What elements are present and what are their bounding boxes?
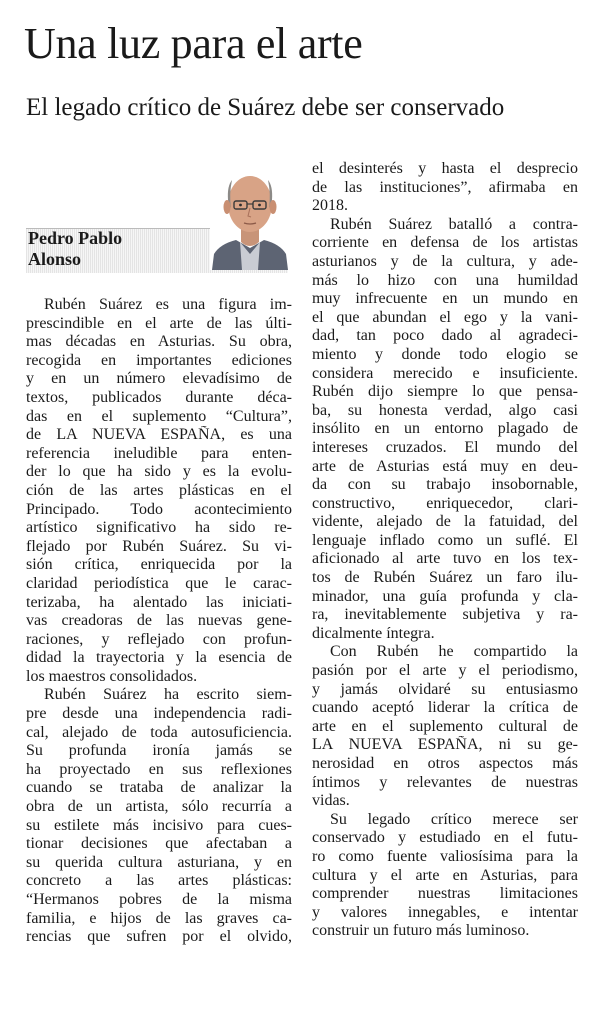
right-column bbox=[312, 160, 578, 941]
text-line: arte en el suplemento cultural de bbox=[312, 717, 578, 735]
text-line: muy infrecuente en un mundo en bbox=[312, 290, 578, 308]
text-line: dicalmente íntegra. bbox=[312, 624, 435, 642]
text-line: mas décadas en Asturias. Su obra, bbox=[26, 333, 292, 351]
text-line: minador, una guía profunda y cla- bbox=[312, 587, 578, 605]
text-line: considera merecido e insuficiente. bbox=[312, 364, 578, 382]
text-line: Su legado crítico merece ser bbox=[330, 810, 578, 828]
text-line: ba, su honesta verdad, algo casi bbox=[312, 401, 578, 419]
text-line: der lo que ha sido y es la evolu- bbox=[26, 463, 292, 481]
text-line: LA NUEVA ESPAÑA, ni su ge- bbox=[312, 736, 578, 754]
text-line: comprender nuestras limitaciones bbox=[312, 885, 578, 903]
text-line: cultura y el arte en Asturias, para bbox=[312, 866, 578, 884]
article-subtitle: El legado crítico de Suárez debe ser conservado bbox=[26, 94, 505, 121]
text-line: referencia ineludible para enten- bbox=[26, 444, 292, 462]
text-line: corriente en defensa de los artistas bbox=[312, 234, 578, 252]
left-column bbox=[26, 296, 292, 947]
text-line: su querida cultura asturiana, y en bbox=[26, 853, 292, 871]
text-line: dad, tan poco dado al agradeci- bbox=[312, 327, 578, 345]
text-line: concreto a las artes plásticas: bbox=[26, 872, 292, 890]
text-line: el desinterés y hasta el desprecio bbox=[312, 160, 578, 177]
text-line: artístico significativo ha sido re- bbox=[26, 519, 292, 537]
text-line: insólito en un entorno plagado de bbox=[312, 420, 578, 438]
text-line: asturianos y de la cultura, y ade- bbox=[312, 252, 578, 270]
text-line: sión crítica, enriquecida por la bbox=[26, 556, 292, 574]
text-line: íntimos y relevantes de nuestras bbox=[312, 773, 578, 791]
text-line: Rubén dijo siempre lo que pensa- bbox=[312, 383, 578, 401]
text-line: vidas. bbox=[312, 792, 350, 810]
text-line: pasión por el arte y el periodismo, bbox=[312, 662, 578, 680]
text-line: y en un número elevadísimo de bbox=[26, 370, 292, 388]
text-line: vas creadoras de las nuevas gene- bbox=[26, 612, 292, 630]
text-line: prescindible en el arte de las últi- bbox=[26, 314, 292, 332]
text-line: vidente, alejado de la fatuidad, del bbox=[312, 513, 578, 531]
text-line: Su profunda ironía jamás se bbox=[26, 742, 292, 760]
text-line: das en el suplemento “Cultura”, bbox=[26, 407, 292, 425]
text-line: conservado y estudiado en el futu- bbox=[312, 829, 578, 847]
author-photo bbox=[210, 164, 290, 270]
text-line: cuando aceptó liderar la crítica de bbox=[312, 699, 578, 717]
text-line: y valores innegables, e intentar bbox=[312, 903, 578, 921]
text-line: ra, inevitablemente subjetiva y ra- bbox=[312, 606, 578, 624]
text-line: el que abundan el ego y la vani- bbox=[312, 308, 578, 326]
text-line: Con Rubén he compartido la bbox=[330, 643, 578, 661]
text-line: nerosidad en otros aspectos más bbox=[312, 755, 578, 772]
text-line: Principado. Todo acontecimiento bbox=[26, 500, 292, 518]
text-line: de LA NUEVA ESPAÑA, es una bbox=[26, 426, 292, 444]
text-line: ro como fuente valiosísima para la bbox=[312, 847, 578, 865]
article-title: Una luz para el arte bbox=[24, 19, 363, 68]
text-line: y jamás olvidaré su entusiasmo bbox=[312, 680, 578, 698]
text-line: Rubén Suárez ha escrito siem- bbox=[44, 686, 292, 704]
text-line: los maestros consolidados. bbox=[26, 667, 198, 685]
text-line: claridad periodística que le carac- bbox=[26, 574, 292, 592]
text-line: familia, e hijos de las graves ca- bbox=[26, 909, 292, 927]
text-line: intereses cruzados. El mundo del bbox=[312, 438, 578, 456]
text-line: recogida en importantes ediciones bbox=[26, 351, 292, 369]
text-line: cal, alejado de toda autosuficiencia. bbox=[26, 723, 292, 741]
text-line: terizaba, ha alentado las iniciati- bbox=[26, 593, 292, 611]
author-name-line1: Pedro Pablo bbox=[28, 228, 123, 248]
author-name-line2: Alonso bbox=[28, 249, 82, 269]
text-line: textos, publicados durante déca- bbox=[26, 388, 292, 406]
text-line: Rubén Suárez batalló a contra- bbox=[330, 215, 578, 233]
text-line: más lo hizo con una humildad bbox=[312, 271, 578, 289]
text-line: de las instituciones”, afirmaba en bbox=[312, 178, 578, 196]
text-line: da con su trabajo insobornable, bbox=[312, 476, 578, 494]
text-line: ha proyectado en sus reflexiones bbox=[26, 760, 292, 778]
text-line: arte de Asturias está muy en deu- bbox=[312, 457, 578, 475]
text-line: cuando se trataba de analizar la bbox=[26, 779, 292, 797]
text-line: ción de las artes plásticas en el bbox=[26, 481, 292, 499]
text-line: lenguaje inflado como un suflé. El bbox=[312, 531, 578, 549]
author-byline bbox=[28, 228, 208, 270]
text-line: aficionado al arte tuvo en los tex- bbox=[312, 550, 578, 568]
text-line: obra de un artista, sólo recurría a bbox=[26, 798, 292, 816]
text-line: 2018. bbox=[312, 197, 348, 215]
text-line: pre desde una independencia radi- bbox=[26, 705, 292, 723]
text-line: didad la trayectoria y la esencia de bbox=[26, 649, 292, 667]
text-line: construir un futuro más luminoso. bbox=[312, 922, 530, 940]
text-line: su estilete más incisivo para cues- bbox=[26, 816, 292, 834]
text-line: Rubén Suárez es una figura im- bbox=[44, 296, 292, 313]
text-line: raciones, y reflejado con profun- bbox=[26, 630, 292, 648]
text-line: “Hermanos pobres de la misma bbox=[26, 891, 292, 908]
text-line: constructivo, enriquecedor, clari- bbox=[312, 494, 578, 512]
text-line: rencias que sufren por el olvido, bbox=[26, 928, 292, 946]
text-line: miento y donde todo elogio se bbox=[312, 345, 578, 363]
text-line: flejado por Rubén Suárez. Su vi- bbox=[26, 537, 292, 555]
text-line: tos de Rubén Suárez un faro ilu- bbox=[312, 569, 578, 587]
text-line: tionar decisiones que afectaban a bbox=[26, 835, 292, 853]
